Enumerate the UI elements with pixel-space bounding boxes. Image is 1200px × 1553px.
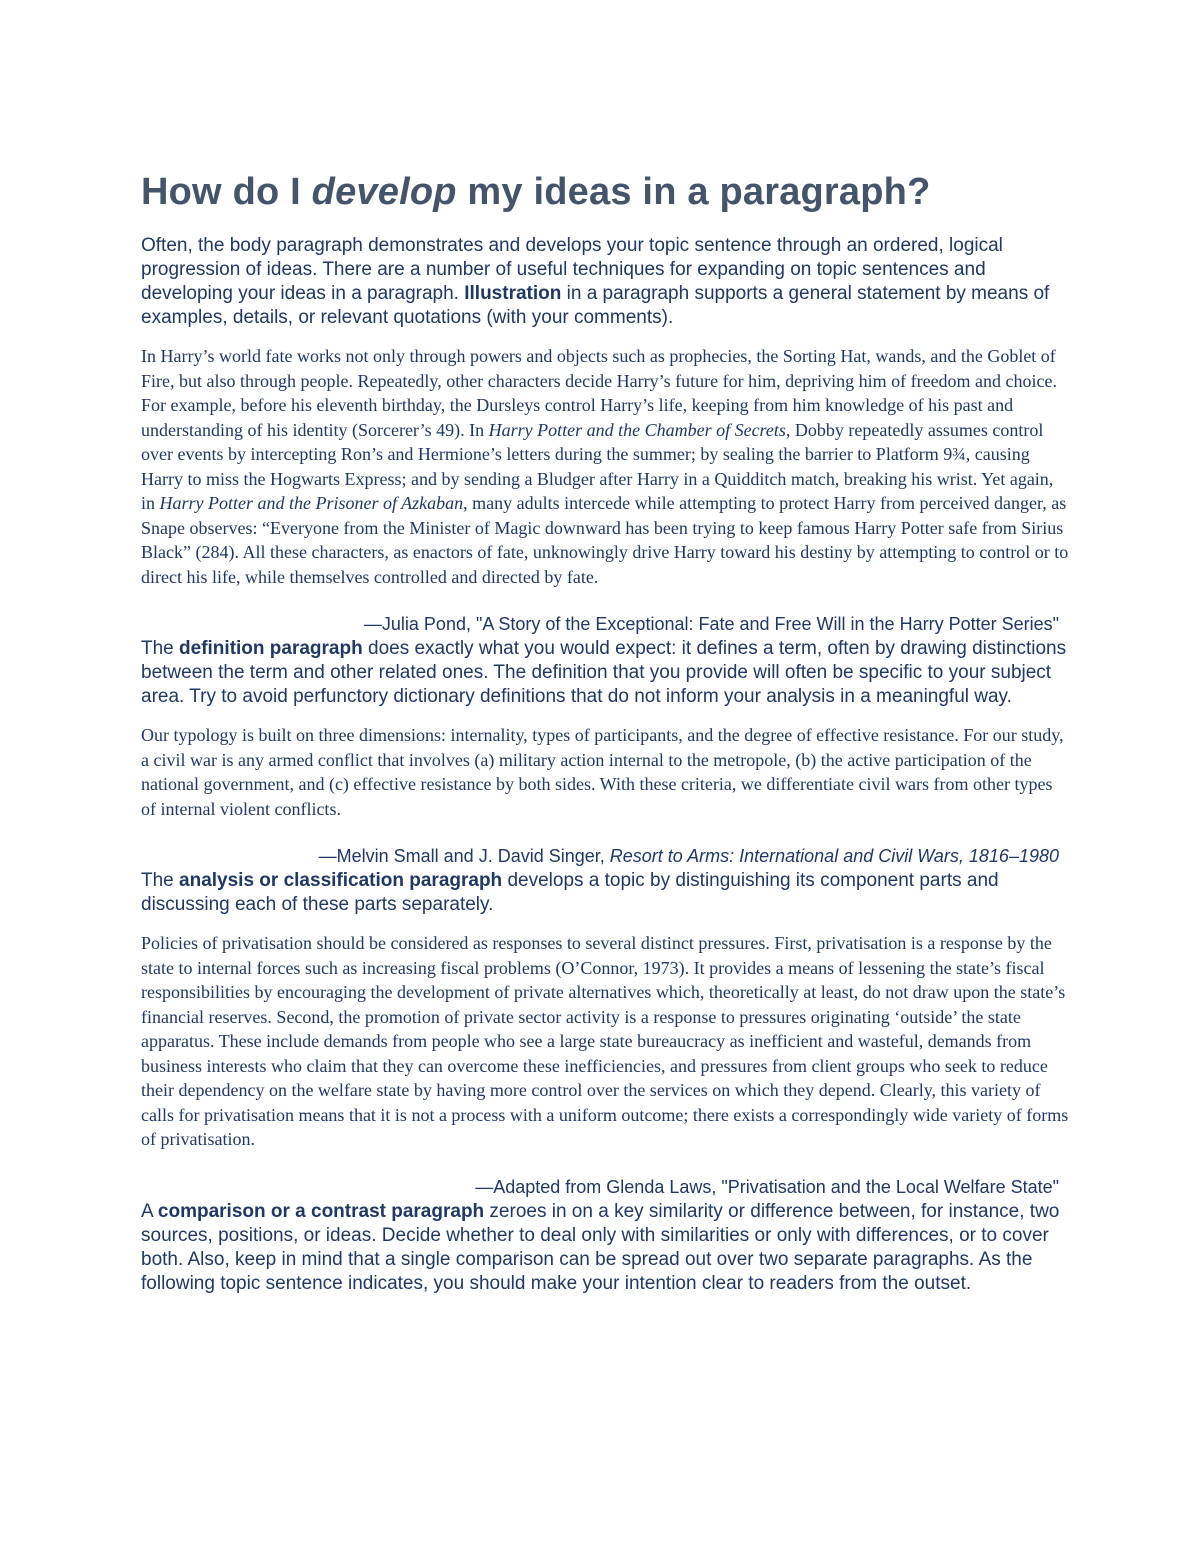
definition-attribution-title: Resort to Arms: International and Civil Wars, 1816–1980 bbox=[609, 846, 1059, 866]
illustration-text-2: , Dobby repeatedly assumes control over events by intercepting Ron’s and Hermione’s letters during the summer; by sealing the barrier to Platform 9¾, causing Harry to miss the Hogwarts Express; and by sending a Bludger after Harry in a Quidditch match, breaking his wrist. Yet again, in bbox=[141, 419, 1054, 513]
definition-term: definition paragraph bbox=[179, 638, 363, 659]
intro-paragraph bbox=[141, 234, 1071, 330]
comparison-text-2: zeroes in on a key similarity or difference between, for instance, two sources, positions, or ideas. Decide whether to deal only with similarities or only with differences, or to cover both. Also, keep in mind that a single comparison can be spread out over two separate paragraphs. As the following topic sentence indicates, you should make your intention clear to readers from the outset. bbox=[141, 1200, 1060, 1294]
illustration-title-2: Harry Potter and the Prisoner of Azkaban bbox=[159, 493, 464, 513]
analysis-example-paragraph: Policies of privatisation should be considered as responses to several distinct pressures. First, privatisation is a response by the state to internal forces such as increasing fiscal problems (O’Connor, 1973). It provides a means of lessening the state’s fiscal responsibilities by encouraging the development of private alternatives which, theoretically at least, do not draw upon the state’s financial reserves. Second, the promotion of private sector activity is a response to pressures originating ‘outside’ the state apparatus. These include demands from people who see a large state bureaucracy as inefficient and wasteful, demands from business interests who claim that they can overcome these inefficiencies, and pressures from client groups who seek to reduce their dependency on the welfare state by having more control over the services on which they depend. Clearly, this variety of calls for privatisation means that it is not a process with a uniform outcome; there exists a correspondingly wide variety of forms of privatisation. bbox=[141, 933, 1069, 1149]
analysis-attribution: —Adapted from Glenda Laws, "Privatisation and the Local Welfare State" bbox=[475, 1176, 1059, 1197]
comparison-term: comparison or a contrast paragraph bbox=[157, 1200, 485, 1222]
illustration-text-3: , many adults intercede while attempting to protect Harry from perceived danger, as Snape observes: “Everyone from the Minister of Magic downward has been trying to keep famous Harry Potter safe from Sirius Black” (284). All these characters, as enactors of fate, unknowingly drive Harry toward his destiny by attempting to control or to direct his life, while themselves controlled and directed by fate. bbox=[141, 493, 1069, 587]
intro-text-1: Often, the body paragraph demonstrates and develops your topic sentence through an ordered, logical progression of ideas. There are a number of useful techniques for expanding on topic sentences and developing your ideas in a paragraph. bbox=[141, 235, 1003, 304]
title-emphasis: develop bbox=[311, 171, 457, 213]
analysis-text-2: develops a topic by distinguishing its component parts and discussing each of these parts separately. bbox=[141, 870, 999, 915]
page-title bbox=[141, 168, 1071, 216]
definition-example-paragraph: Our typology is built on three dimensions: internality, types of participants, and the degree of effective resistance. For our study, a civil war is any armed conflict that involves (a) military action internal to the metropole, (b) the active participation of the national government, and (c) effective resistance by both sides. With these criteria, we differentiate civil wars from other types of internal violent conflicts. bbox=[141, 725, 1064, 819]
intro-text-2: in a paragraph supports a general statement by means of examples, details, or relevant quotations (with your comments). bbox=[141, 283, 1050, 328]
illustration-title-1: Harry Potter and the Chamber of Secrets bbox=[488, 419, 786, 440]
definition-paragraph bbox=[141, 637, 1071, 709]
title-part-3: my ideas in a paragraph? bbox=[456, 171, 931, 213]
comparison-paragraph bbox=[141, 1200, 1071, 1296]
definition-attribution bbox=[141, 845, 1071, 867]
definition-attribution-text: —Melvin Small and J. David Singer, bbox=[318, 846, 610, 866]
definition-text-2: does exactly what you would expect: it defines a term, often by drawing distinctions between the term and other related ones. The definition that you provide will often be specific to your subject area. Try to avoid perfunctory dictionary definitions that do not inform your analysis in a meaningful way. bbox=[141, 638, 1067, 707]
illustration-text-1: In Harry’s world fate works not only through powers and objects such as prophecies, the Sorting Hat, wands, and the Goblet of Fire, but also through people. Repeatedly, other characters decide Harry’s future for him, depriving him of freedom and choice. For example, before his eleventh birthday, the Dursleys control Harry’s life, keeping from him knowledge of his past and understanding of his identity (Sorcerer’s 49). In bbox=[141, 346, 1058, 440]
comparison-text-1: A bbox=[141, 1200, 158, 1222]
document-body bbox=[141, 168, 1071, 1310]
illustration-attribution: —Julia Pond, "A Story of the Exceptional: Fate and Free Will in the Harry Potter Series" bbox=[363, 614, 1059, 634]
analysis-paragraph bbox=[141, 869, 1071, 917]
definition-text-1: The bbox=[141, 638, 180, 659]
analysis-text-1: The bbox=[141, 870, 180, 891]
intro-term-illustration: Illustration bbox=[464, 283, 562, 304]
analysis-term: analysis or classification paragraph bbox=[179, 870, 503, 891]
illustration-example-paragraph bbox=[141, 344, 1071, 589]
title-part-1: How do I bbox=[141, 171, 312, 213]
